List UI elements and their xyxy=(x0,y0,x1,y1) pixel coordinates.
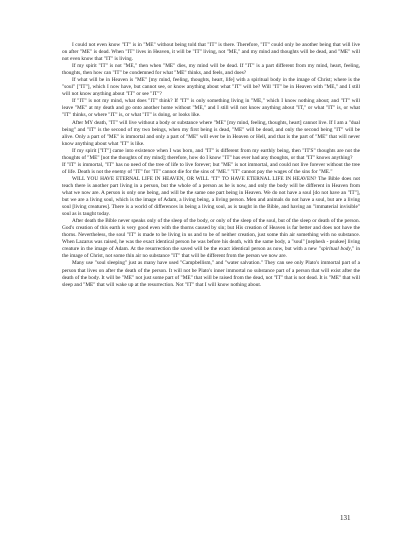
paragraph: WILL YOU HAVE ETERNAL LIFE IN HEAVEN, OR WILL "IT" TO HAVE ETERNAL LIFE IN HEAVEN? The Bible does not teach there is another part living in a person, but the whole of a person as he is now, and only the body will be different in Heaven from what we now are. A person is only one being, and will be the same one part being in Heaven. We do not have a soul [do not have an "IT"], but we are a living soul, which is the image of Adam, a living being, a living person. Men and animals do not have a soul, but are a living soul [living creatures]. There is a world of differences in being a living soul, as is taught in the Bible, and having an "immaterial invisible" soul as is taught today. xyxy=(62,175,360,218)
paragraph: If "IT" is not my mind, what does "IT" think? If "IT" is only something living in "ME," which I know nothing about; and "IT" will leave "ME" at my death and go onto another home without "ME," and I still will not know anything about "IT," or what "IT" is, or what "IT" thinks, or where "IT" is, or what "IT" is doing, or looks like. xyxy=(62,98,360,119)
paragraph: If "IT" is immortal, "IT" has no need of the tree of life to live forever; but "ME" is not immortal, and could not live forever without the tree of life. Death is not the enemy of "IT" for "IT" cannot die for the sins of "ME." "IT" cannot pay the wages of the sins for "ME." xyxy=(62,161,360,175)
paragraph: Many use "soul sleeping" just as many have used "Campbellism," and "water salvation." They can see only Plato's immortal part of a person that lives on after the death of the person. It will not be Plato's inner immortal no substance part of a person that will exist after the death of the body. It will be "ME" not just some part of "ME" that will be raised from the dead, not "IT" that is not dead. It is "ME" that will sleep and "ME" that will wake up at the resurrection. Not "IT" that I will know nothing about. xyxy=(62,260,360,288)
body-text xyxy=(62,42,360,289)
paragraph: If my spirit ["IT"] came into existence when I was born, and "IT" is different from my earthly being, then "IT'S" thoughts are not the thoughts of "ME" [not the thoughts of my mind]; therefore, how do I know "IT" has ever had any thoughts, or that "IT" knows anything? xyxy=(62,147,360,161)
emphasis: spiritual body xyxy=(320,246,351,253)
paragraph-text: ," in the image of Christ, not some thin air no substance "IT" that will be different from the person we now are. xyxy=(62,246,360,260)
paragraph: If my spirit "IT" is not "ME," then when "ME" dies, my mind will be dead. If "IT" is a part different from my mind, heart, feeling, thoughts, then how can "IT" be condemned for what "ME" thinks, and feels, and does? xyxy=(62,63,360,77)
paragraph-text: After death the Bible never speaks only of the sleep of the body, or only of the sleep of the soul, but of the sleep or death of the person. God's creation of this earth is very good even with the thorns caused by sin; but His creation of Heaven is far better and does not have the thorns. Nevertheless, the soul "IT" is made to be living in us and to be of neither creation, just some thin air something with no substance. When Lazarus was raised, he was the exact identical person he was before his death, with the same body, a "soul" [nephesh - psukee] living creature in the image of Adam. At the resurrection the saved will be the exact identical person as now, but with a new " xyxy=(62,218,360,253)
paragraph: If what will be in Heaven is "ME" [my mind, feeling, thoughts, heart, life] with a spiritual body in the image of Christ; where is the "soul" ["IT"], which I now have, but cannot see, or know anything about what "IT" will be? Will "IT" be in Heaven with "ME," and I still will not know anything about "IT" or see "IT"? xyxy=(62,77,360,98)
paragraph xyxy=(62,218,360,260)
page-number: 131 xyxy=(340,514,351,522)
paragraph: After MY death, "IT" will live without a body or substance where "ME" [my mind, feeling, thoughts, heart] cannot live. If I am a "dual being" and "IT" is the second of my two beings, when my first being is dead, "ME" will be dead, and only the second being "IT" will be alive. Only a part of "ME" is immortal and only a part of "ME" will ever be in Heaven or Hell, and that is the part of "ME" that will never know anything about what "IT" is like. xyxy=(62,119,360,147)
paragraph: I could not even know "IT" is in "ME" without being told that "IT" is there. Therefore, "IT" could only be another being that will live on after "ME" is dead. When "IT" lives in Heaven, it will be "IT" living, not "ME," and my mind and thoughts will be dead, and "ME" will not even know that "IT" is living. xyxy=(62,42,360,63)
